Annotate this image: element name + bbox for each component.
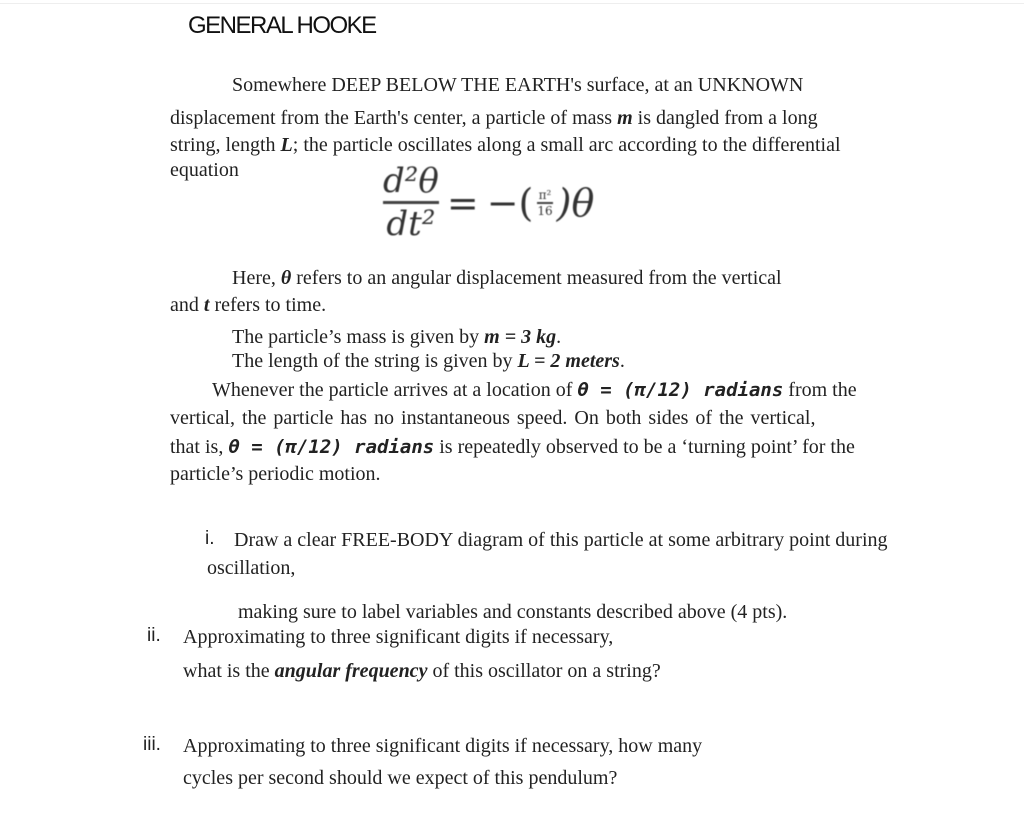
text-line: that is, θ = (π/12) radians is repeatedly observed to be a ‘turning point’ for the: [170, 436, 855, 458]
question-text: cycles per second should we expect of this pendulum?: [183, 767, 618, 789]
text-line: Whenever the particle arrives at a location of θ = (π/12) radians from the: [212, 379, 857, 401]
intro-line: string, length L; the particle oscillates along a small arc according to the differential: [170, 134, 841, 156]
intro-line: displacement from the Earth's center, a particle of mass m is dangled from a long: [170, 107, 818, 129]
divider: [0, 3, 1024, 4]
differential-equation: $\frac{\text{d²θ}}{\text{dt²}}$ = −( π² 16 )θ: [383, 161, 595, 244]
intro-line: Somewhere DEEP BELOW THE EARTH's surface, at an UNKNOWN: [232, 74, 804, 96]
question-number: i.: [205, 528, 215, 549]
question-number: ii.: [147, 625, 161, 646]
question-text: oscillation,: [207, 557, 296, 579]
question-text: Approximating to three significant digits if necessary, how many: [183, 735, 703, 757]
page-title: GENERAL HOOKE: [188, 12, 376, 39]
question-text: Draw a clear FREE-BODY diagram of this particle at some arbitrary point during: [234, 529, 888, 551]
text-line: The particle’s mass is given by m = 3 kg.: [232, 326, 562, 348]
text-line: vertical, the particle has no instantaneous speed. On both sides of the vertical,: [170, 407, 816, 429]
text-line: particle’s periodic motion.: [170, 463, 381, 485]
text-line: Here, θ refers to an angular displacement measured from the vertical: [232, 267, 782, 289]
text-line: and t refers to time.: [170, 294, 327, 316]
question-text: Approximating to three significant digits if necessary,: [183, 626, 614, 648]
intro-line: equation: [170, 159, 239, 181]
question-number: iii.: [143, 734, 161, 755]
question-text: making sure to label variables and constants described above (4 pts).: [238, 601, 788, 623]
text-line: The length of the string is given by L = 2 meters.: [232, 350, 625, 372]
question-text: what is the angular frequency of this oscillator on a string?: [183, 660, 661, 682]
